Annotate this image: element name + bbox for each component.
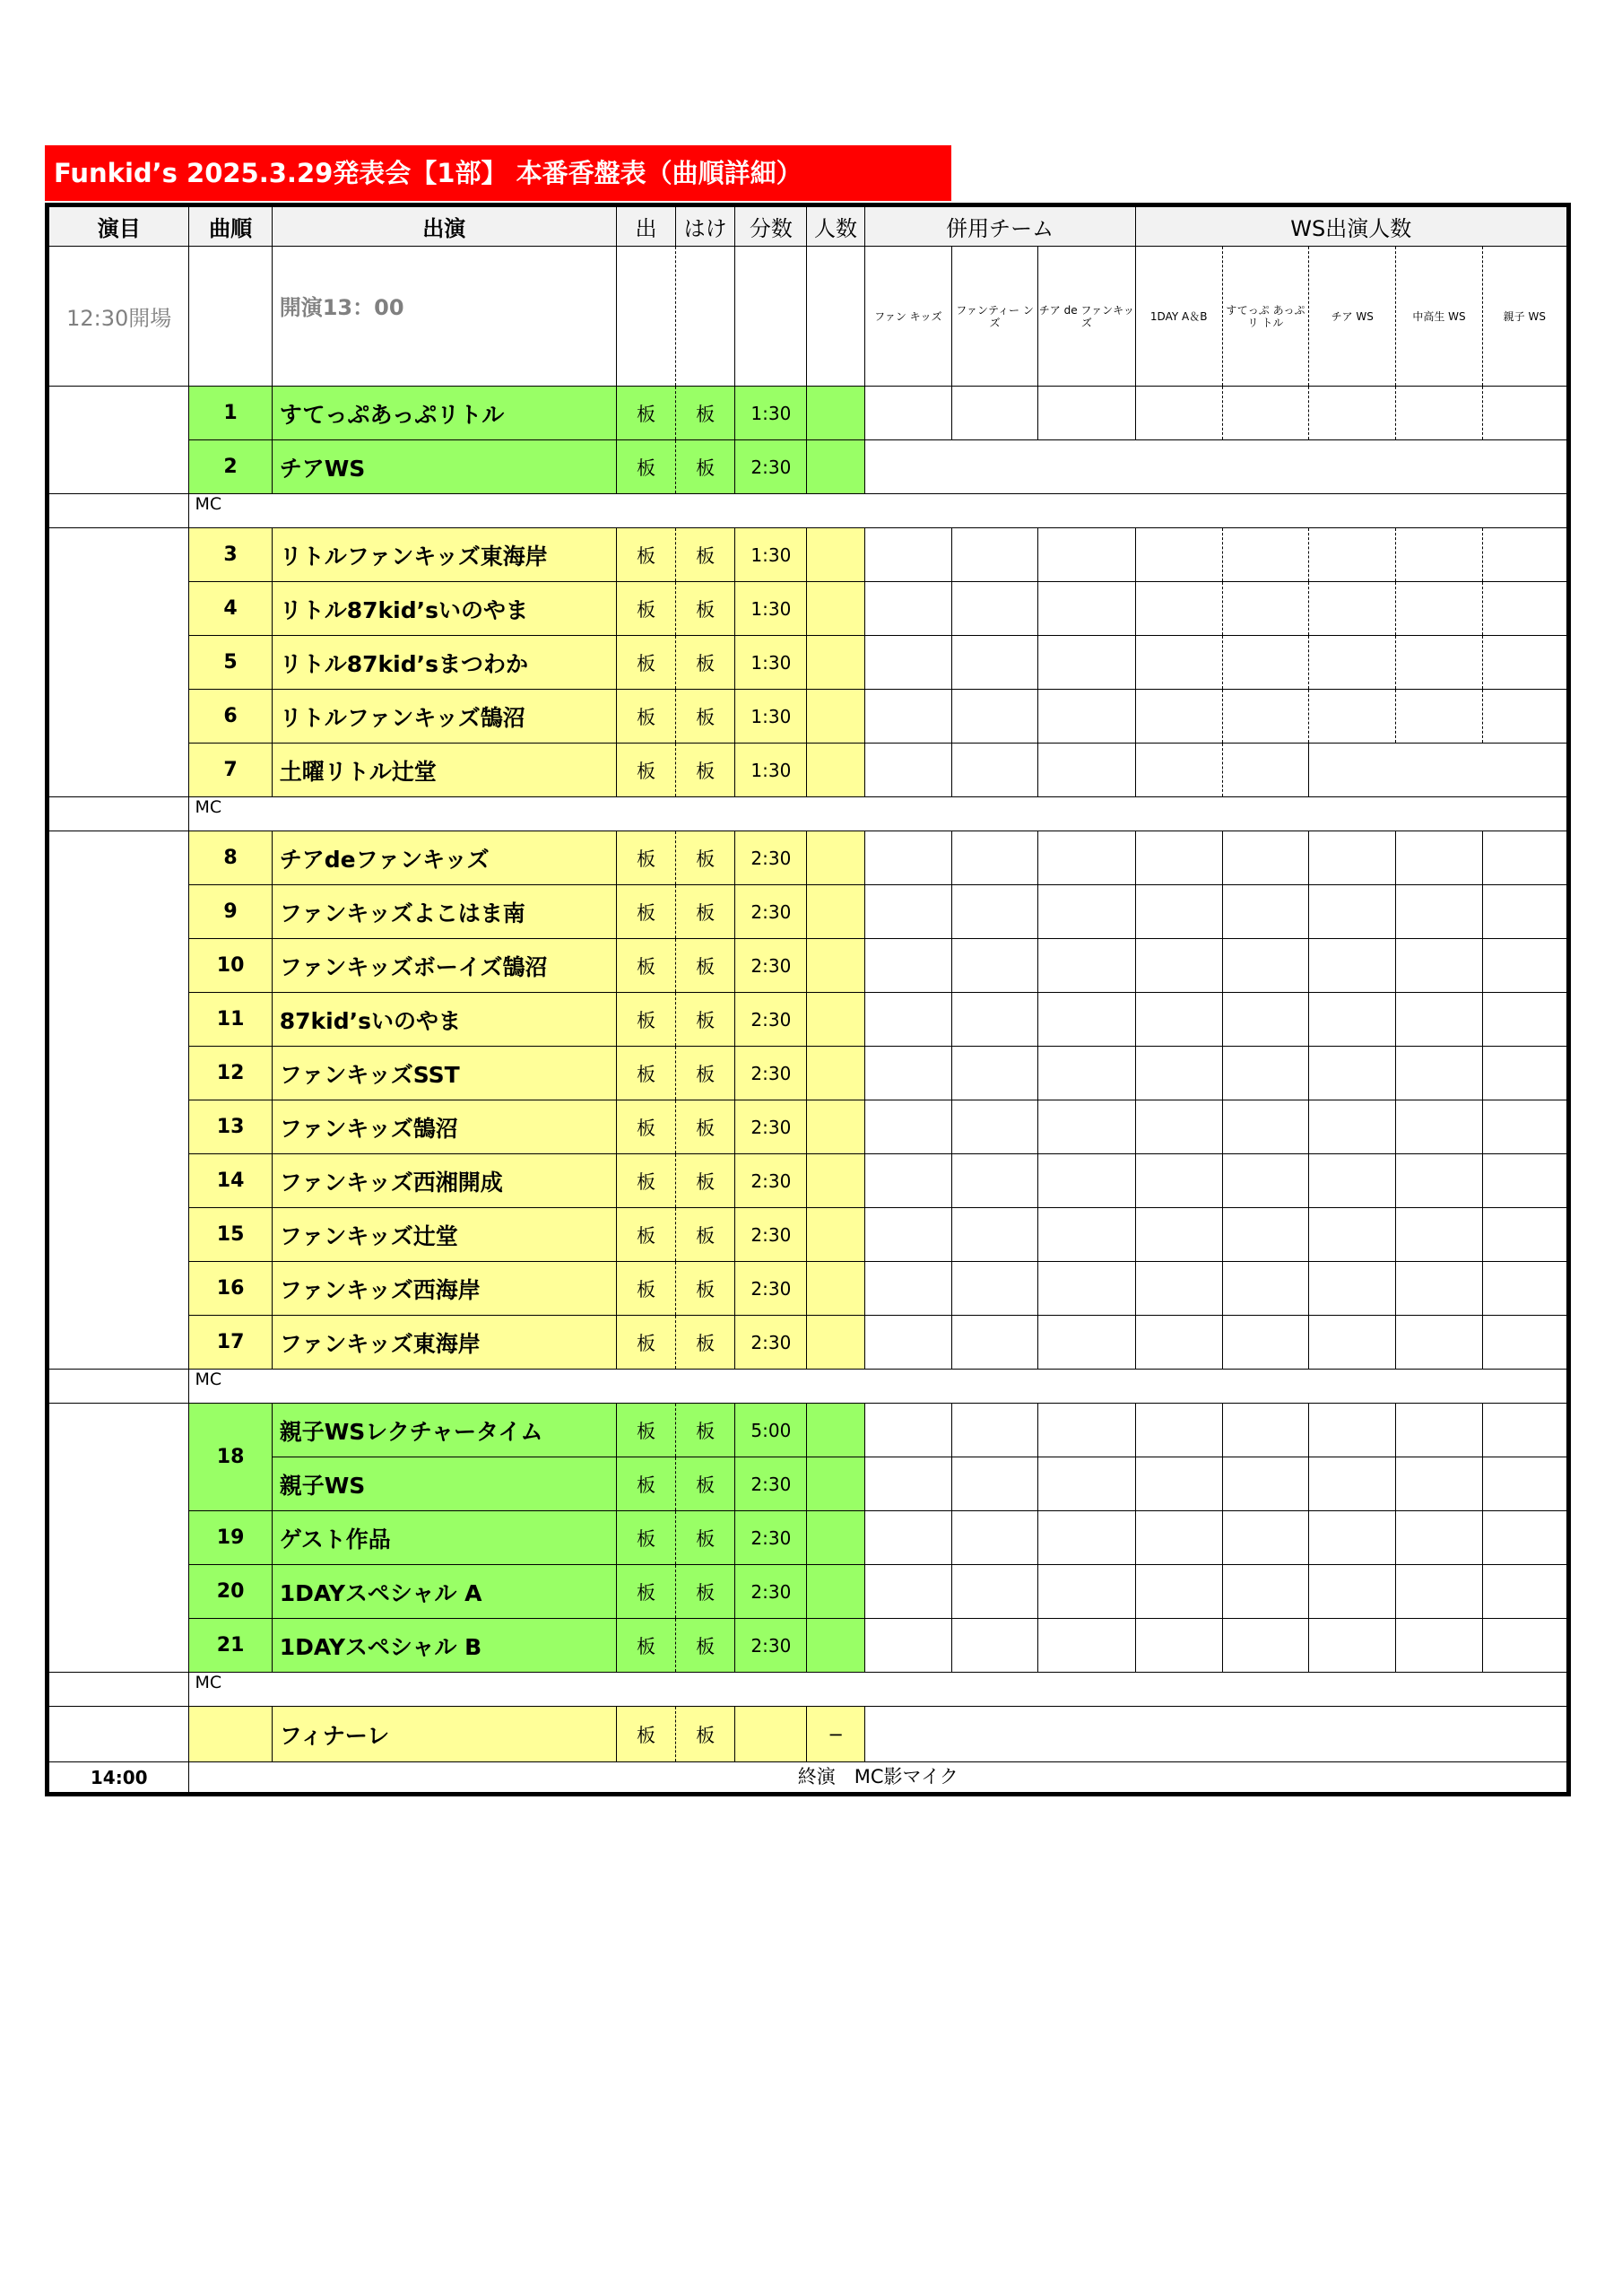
act-name: ファンキッズ鵠沼: [272, 1100, 616, 1154]
end-row: [48, 1762, 1569, 1795]
exit-value: 板: [676, 1100, 735, 1154]
count-cell: [807, 582, 864, 636]
act-number: 10: [189, 939, 272, 993]
exit-value: 板: [676, 440, 735, 494]
act-name: 親子WSレクチャータイム: [272, 1404, 616, 1457]
mc-row: [48, 1673, 1569, 1707]
act-row: [48, 1619, 1569, 1673]
act-number: 2: [189, 440, 272, 494]
act-number: 20: [189, 1565, 272, 1619]
act-number: 17: [189, 1316, 272, 1370]
count-cell: [807, 1457, 864, 1511]
act-number: 14: [189, 1154, 272, 1208]
act-name: リトル87kid’sいのやま: [272, 582, 616, 636]
act-number: 6: [189, 690, 272, 744]
enter-value: 板: [616, 528, 675, 582]
count-cell: [807, 1208, 864, 1262]
exit-value: 板: [676, 744, 735, 797]
act-row: [48, 636, 1569, 690]
count-cell: [807, 1619, 864, 1673]
act-name: ファンキッズよこはま南: [272, 885, 616, 939]
enter-value: 板: [616, 1208, 675, 1262]
act-number: 8: [189, 831, 272, 885]
team-col-funkids: ファン キッズ: [864, 247, 951, 387]
mc-row: [48, 1370, 1569, 1404]
act-row: [48, 831, 1569, 885]
duration-value: 2:30: [735, 885, 807, 939]
enter-value: 板: [616, 1100, 675, 1154]
count-cell: [807, 1262, 864, 1316]
act-name: 1DAYスペシャル A: [272, 1565, 616, 1619]
act-row: [48, 690, 1569, 744]
act-row: [48, 528, 1569, 582]
act-name: ファンキッズボーイズ鵠沼: [272, 939, 616, 993]
doors-open-time: 12:30開場: [48, 247, 189, 387]
duration-value: 2:30: [735, 831, 807, 885]
act-name: ファンキッズ辻堂: [272, 1208, 616, 1262]
exit-value: 板: [676, 1511, 735, 1565]
count-cell: [807, 1316, 864, 1370]
exit-value: 板: [676, 1619, 735, 1673]
team-col-cheer: チア de ファンキッズ: [1038, 247, 1135, 387]
enter-value: 板: [616, 1316, 675, 1370]
duration-value: 1:30: [735, 690, 807, 744]
act-name: 土曜リトル辻堂: [272, 744, 616, 797]
count-cell: [807, 744, 864, 797]
act-row: [48, 582, 1569, 636]
act-name: ファンキッズ東海岸: [272, 1316, 616, 1370]
mc-label: MC: [189, 1370, 1569, 1404]
act-row: [48, 387, 1569, 440]
exit-value: 板: [676, 582, 735, 636]
header-program: 演目: [48, 205, 189, 247]
duration-value: 1:30: [735, 387, 807, 440]
act-row: [48, 1047, 1569, 1100]
exit-value: 板: [676, 1707, 735, 1762]
act-name: すてっぷあっぷリトル: [272, 387, 616, 440]
exit-value: 板: [676, 939, 735, 993]
mc-label: MC: [189, 797, 1569, 831]
act-name: 1DAYスペシャル B: [272, 1619, 616, 1673]
finale-name: フィナーレ: [272, 1707, 616, 1762]
exit-value: 板: [676, 690, 735, 744]
act-number: 9: [189, 885, 272, 939]
enter-value: 板: [616, 1457, 675, 1511]
act-number: 1: [189, 387, 272, 440]
header-exit: はけ: [676, 205, 735, 247]
act-number: 3: [189, 528, 272, 582]
count-cell: [807, 636, 864, 690]
act-row: [48, 1262, 1569, 1316]
ws-col-stepup: すてっぷ あっぷ リ トル: [1222, 247, 1308, 387]
count-cell: [807, 440, 864, 494]
duration-value: 2:30: [735, 440, 807, 494]
act-row: [48, 993, 1569, 1047]
act-row: [48, 1457, 1569, 1511]
count-cell: [807, 690, 864, 744]
header-ws: WS出演人数: [1135, 205, 1568, 247]
exit-value: 板: [676, 1316, 735, 1370]
act-number: 19: [189, 1511, 272, 1565]
count-cell: [807, 1511, 864, 1565]
exit-value: 板: [676, 885, 735, 939]
header-performer: 出演: [272, 205, 616, 247]
subheader-row: [48, 247, 1569, 387]
exit-value: 板: [676, 1457, 735, 1511]
duration-value: 5:00: [735, 1404, 807, 1457]
duration-value: 2:30: [735, 1100, 807, 1154]
duration-value: 1:30: [735, 636, 807, 690]
exit-value: 板: [676, 1208, 735, 1262]
duration-value: 2:30: [735, 939, 807, 993]
enter-value: 板: [616, 582, 675, 636]
enter-value: 板: [616, 440, 675, 494]
exit-value: 板: [676, 1154, 735, 1208]
enter-value: 板: [616, 690, 675, 744]
show-start-time: 開演13：00: [272, 247, 616, 387]
exit-value: 板: [676, 993, 735, 1047]
duration-value: 1:30: [735, 528, 807, 582]
end-note: 終演 MC影マイク: [189, 1762, 1569, 1795]
schedule-table: [45, 203, 1571, 1796]
act-number: 18: [189, 1404, 272, 1511]
count-cell: [807, 1047, 864, 1100]
count-cell: [807, 1100, 864, 1154]
act-row: [48, 744, 1569, 797]
duration-value: 2:30: [735, 1511, 807, 1565]
act-row: [48, 1565, 1569, 1619]
mc-row: [48, 797, 1569, 831]
mc-row: [48, 494, 1569, 528]
end-time: 14:00: [48, 1762, 189, 1795]
mc-label: MC: [189, 1673, 1569, 1707]
enter-value: 板: [616, 1565, 675, 1619]
enter-value: 板: [616, 636, 675, 690]
enter-value: 板: [616, 1047, 675, 1100]
duration-value: 2:30: [735, 1457, 807, 1511]
act-name: ファンキッズ西湘開成: [272, 1154, 616, 1208]
act-row: [48, 1208, 1569, 1262]
act-number: 13: [189, 1100, 272, 1154]
act-name: リトルファンキッズ鵠沼: [272, 690, 616, 744]
exit-value: 板: [676, 1404, 735, 1457]
count-cell: [807, 387, 864, 440]
act-name: リトルファンキッズ東海岸: [272, 528, 616, 582]
header-row: [48, 205, 1569, 247]
enter-value: 板: [616, 939, 675, 993]
enter-value: 板: [616, 831, 675, 885]
enter-value: 板: [616, 1404, 675, 1457]
act-row: [48, 1100, 1569, 1154]
header-count: 人数: [807, 205, 864, 247]
enter-value: 板: [616, 1707, 675, 1762]
act-number: 5: [189, 636, 272, 690]
exit-value: 板: [676, 387, 735, 440]
act-row: [48, 1316, 1569, 1370]
exit-value: 板: [676, 1565, 735, 1619]
header-duration: 分数: [735, 205, 807, 247]
header-teams: 併用チーム: [864, 205, 1135, 247]
act-number: 15: [189, 1208, 272, 1262]
duration-value: 2:30: [735, 1619, 807, 1673]
enter-value: 板: [616, 1262, 675, 1316]
count-cell: [807, 831, 864, 885]
duration-value: 2:30: [735, 1565, 807, 1619]
act-number: 7: [189, 744, 272, 797]
act-number: 11: [189, 993, 272, 1047]
count-cell: [807, 1154, 864, 1208]
act-name: チアWS: [272, 440, 616, 494]
exit-value: 板: [676, 528, 735, 582]
count-cell: [807, 885, 864, 939]
duration-value: 2:30: [735, 1316, 807, 1370]
mc-label: MC: [189, 494, 1569, 528]
enter-value: 板: [616, 1511, 675, 1565]
enter-value: 板: [616, 885, 675, 939]
ws-col-1day: 1DAY A＆B: [1135, 247, 1222, 387]
act-number: 4: [189, 582, 272, 636]
enter-value: 板: [616, 387, 675, 440]
duration-value: 1:30: [735, 582, 807, 636]
act-row: [48, 1154, 1569, 1208]
act-name: ファンキッズSST: [272, 1047, 616, 1100]
act-name: 87kid’sいのやま: [272, 993, 616, 1047]
act-name: ファンキッズ西海岸: [272, 1262, 616, 1316]
count-cell: [807, 939, 864, 993]
enter-value: 板: [616, 1154, 675, 1208]
count-cell: [807, 1404, 864, 1457]
team-col-funteens: ファンティー ンズ: [951, 247, 1037, 387]
act-name: 親子WS: [272, 1457, 616, 1511]
duration-value: 2:30: [735, 1154, 807, 1208]
count-cell: [807, 1565, 864, 1619]
act-row: [48, 939, 1569, 993]
enter-value: 板: [616, 993, 675, 1047]
act-name: ゲスト作品: [272, 1511, 616, 1565]
enter-value: 板: [616, 1619, 675, 1673]
duration-value: 2:30: [735, 993, 807, 1047]
act-name: チアdeファンキッズ: [272, 831, 616, 885]
enter-value: 板: [616, 744, 675, 797]
act-row: [48, 1511, 1569, 1565]
act-number: 12: [189, 1047, 272, 1100]
exit-value: 板: [676, 636, 735, 690]
act-row: [48, 885, 1569, 939]
exit-value: 板: [676, 1047, 735, 1100]
header-order: 曲順: [189, 205, 272, 247]
header-enter: 出: [616, 205, 675, 247]
act-number: 21: [189, 1619, 272, 1673]
count-cell: [807, 993, 864, 1047]
act-name: リトル87kid’sまつわか: [272, 636, 616, 690]
ws-col-cheer: チア WS: [1309, 247, 1396, 387]
finale-row: [48, 1707, 1569, 1762]
act-row: [48, 440, 1569, 494]
exit-value: 板: [676, 831, 735, 885]
finale-count: −: [807, 1707, 864, 1762]
duration-value: 2:30: [735, 1208, 807, 1262]
count-cell: [807, 528, 864, 582]
duration-value: 2:30: [735, 1262, 807, 1316]
duration-value: 1:30: [735, 744, 807, 797]
page-title: Funkid’s 2025.3.29発表会【1部】 本番香盤表（曲順詳細）: [45, 145, 951, 201]
act-row: [48, 1404, 1569, 1457]
duration-value: 2:30: [735, 1047, 807, 1100]
act-number: 16: [189, 1262, 272, 1316]
ws-col-highschool: 中高生 WS: [1396, 247, 1482, 387]
exit-value: 板: [676, 1262, 735, 1316]
ws-col-parent: 親子 WS: [1482, 247, 1568, 387]
